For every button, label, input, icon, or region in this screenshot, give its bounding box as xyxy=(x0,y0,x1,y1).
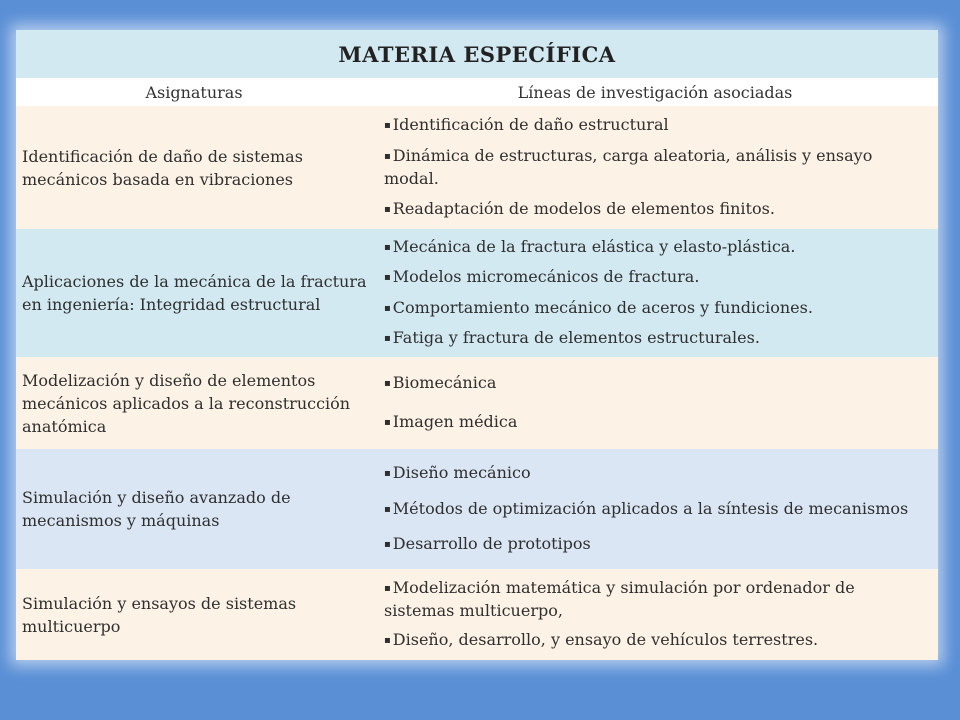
research-lines-cell xyxy=(372,229,938,357)
subject-cell: Modelización y diseño de elementos mecánicos aplicados a la reconstrucción anatómica xyxy=(22,370,351,436)
bullet-square-icon: ▪ xyxy=(384,539,391,551)
table-row xyxy=(16,449,938,569)
bullet-square-icon: ▪ xyxy=(384,120,391,131)
table-row xyxy=(16,357,938,449)
research-line-item: ▪ Diseño mecánico xyxy=(384,462,531,482)
research-line-item: ▪ Imagen médica xyxy=(384,411,518,431)
bullet-square-icon: ▪ xyxy=(384,635,391,647)
subject-cell: Simulación y ensayos de sistemas multicuerpo xyxy=(22,593,297,636)
research-line-item: ▪ Comportamiento mecánico de aceros y fundiciones. xyxy=(384,297,813,317)
bullet-square-icon: ▪ xyxy=(384,332,391,344)
bullet-square-icon: ▪ xyxy=(384,151,391,162)
bullet-square-icon: ▪ xyxy=(384,416,391,428)
research-lines-cell xyxy=(372,106,938,229)
bullet-square-icon: ▪ xyxy=(384,582,391,594)
bullet-square-icon: ▪ xyxy=(384,204,391,215)
bullet-square-icon: ▪ xyxy=(384,503,391,515)
table-row xyxy=(16,106,938,229)
header-subjects: Asignaturas xyxy=(145,82,243,102)
header-research-lines: Líneas de investigación asociadas xyxy=(517,82,793,102)
research-lines-cell xyxy=(372,569,938,660)
research-line-item: ▪ Desarrollo de prototipos xyxy=(384,534,591,554)
research-line-item: ▪ Modelización matemática y simulación por ordenador de sistemas multicuerpo, xyxy=(384,577,855,620)
subject-cell: Simulación y diseño avanzado de mecanismos y máquinas xyxy=(22,488,291,530)
bullet-square-icon: ▪ xyxy=(384,467,391,479)
research-line-item: ▪ Biomecánica xyxy=(384,373,497,393)
subject-cell: Aplicaciones de la mecánica de la fractura en ingeniería: Integridad estructural xyxy=(22,272,367,314)
research-line-item: ▪ Readaptación de modelos de elementos finitos. xyxy=(384,199,775,218)
table-row xyxy=(16,569,938,660)
subject-cell: Identificación de daño de sistemas mecánicos basada en vibraciones xyxy=(22,146,303,189)
table-row xyxy=(16,229,938,357)
research-line-item: ▪ Fatiga y fractura de elementos estructurales. xyxy=(384,327,760,347)
slide-table xyxy=(16,30,938,660)
research-line-item: ▪ Dinámica de estructuras, carga aleatoria, análisis y ensayo modal. xyxy=(384,146,873,188)
table-title: MATERIA ESPECÍFICA xyxy=(16,30,938,78)
research-line-item: ▪ Mecánica de la fractura elástica y elasto-plástica. xyxy=(384,237,796,257)
bullet-square-icon: ▪ xyxy=(384,378,391,390)
research-line-item: ▪ Diseño, desarrollo, y ensayo de vehículos terrestres. xyxy=(384,630,819,650)
bullet-square-icon: ▪ xyxy=(384,272,391,284)
research-line-item: ▪ Modelos micromecánicos de fractura. xyxy=(384,267,700,287)
research-line-item: ▪ Métodos de optimización aplicados a la síntesis de mecanismos xyxy=(384,498,909,518)
bullet-square-icon: ▪ xyxy=(384,242,391,254)
bullet-square-icon: ▪ xyxy=(384,302,391,314)
research-lines-cell xyxy=(372,449,938,569)
research-lines-cell xyxy=(372,357,938,449)
research-line-item: ▪ Identificación de daño estructural xyxy=(384,115,669,134)
table-header xyxy=(16,78,938,106)
